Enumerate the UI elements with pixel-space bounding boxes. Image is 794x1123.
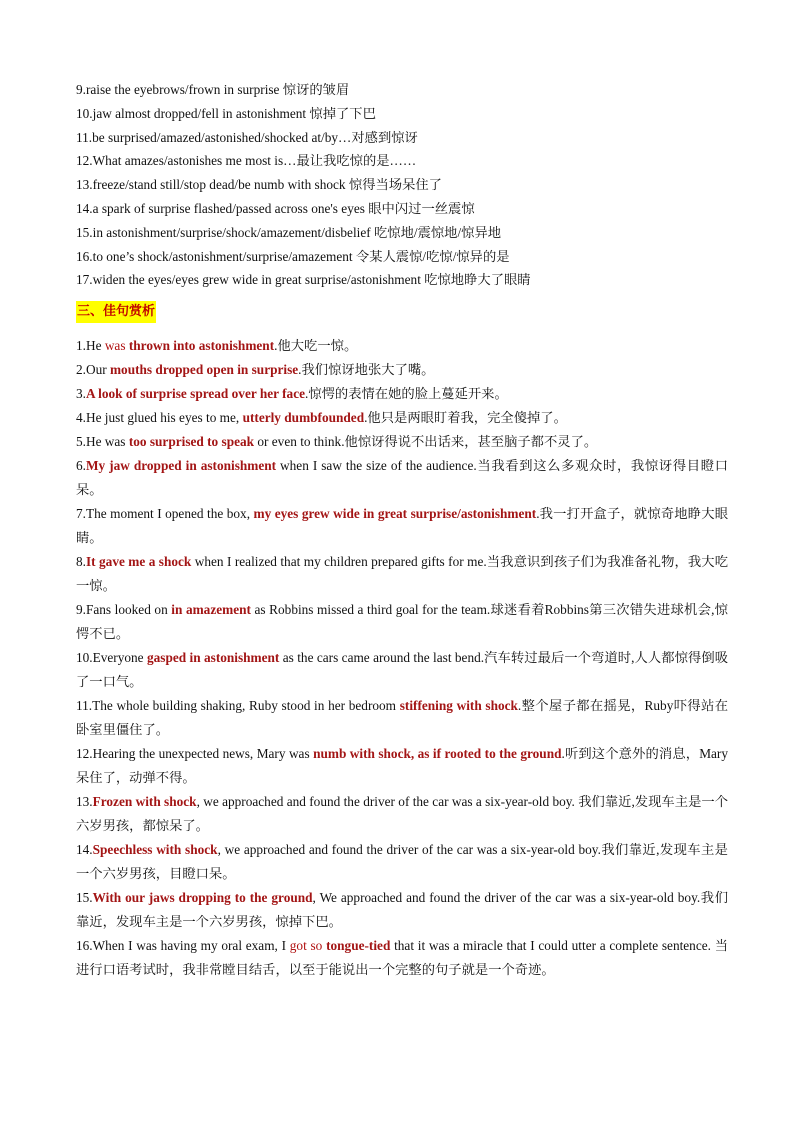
sentence-text: 15. bbox=[76, 890, 93, 906]
highlighted-phrase: It gave me a shock bbox=[85, 554, 192, 570]
phrase-item: 16.to one’s shock/astonishment/surprise/amazement 令某人震惊/吃惊/惊异的是 bbox=[76, 248, 510, 264]
example-sentence bbox=[76, 742, 728, 790]
document-page bbox=[76, 78, 728, 982]
highlighted-phrase: tongue-tied bbox=[326, 938, 391, 954]
sentence-text: 3. bbox=[76, 386, 86, 402]
example-sentence-list bbox=[76, 334, 728, 982]
sentence-text: as the cars came around the last bend.汽车转过最后一个弯道时,人人都惊得倒吸了一口气。 bbox=[76, 650, 729, 690]
sentence-text: or even to think.他惊讶得说不出话来，甚至脑子都不灵了。 bbox=[254, 434, 598, 450]
example-sentence bbox=[76, 406, 728, 430]
phrase-item: 17.widen the eyes/eyes grew wide in great surprise/astonishment 吃惊地睁大了眼睛 bbox=[76, 272, 531, 288]
example-sentence bbox=[76, 382, 728, 406]
example-sentence bbox=[76, 430, 728, 454]
sentence-text: , We approached and found the driver of the car was a six-year-old boy.我们靠近，发现车主是一个六岁男孩，惊掉下巴。 bbox=[76, 890, 728, 930]
highlighted-phrase: gasped in astonishment bbox=[146, 650, 280, 666]
highlighted-phrase: my eyes grew wide in great surprise/astonishment bbox=[253, 506, 537, 522]
sentence-text: .听到这个意外的消息，Mary呆住了，动弹不得。 bbox=[76, 746, 728, 786]
sentence-text: .我们惊讶地张大了嘴。 bbox=[298, 362, 435, 378]
example-sentence bbox=[76, 646, 728, 694]
phrase-item: 15.in astonishment/surprise/shock/amazement/disbelief 吃惊地/震惊地/惊异地 bbox=[76, 224, 502, 240]
sentence-text: 7.The moment I opened the box, bbox=[76, 506, 254, 522]
phrase-item: 14.a spark of surprise flashed/passed across one's eyes 眼中闪过一丝震惊 bbox=[76, 200, 475, 216]
highlighted-phrase: in amazement bbox=[171, 602, 251, 618]
highlighted-phrase: Speechless with shock bbox=[92, 842, 218, 858]
highlighted-phrase: A look of surprise spread over her face bbox=[85, 386, 305, 402]
highlighted-phrase: too surprised to speak bbox=[128, 434, 255, 450]
sentence-text: 8. bbox=[76, 554, 86, 570]
phrase-item: 9.raise the eyebrows/frown in surprise 惊讶的皱眉 bbox=[76, 82, 350, 97]
highlighted-phrase: My jaw dropped in astonishment bbox=[85, 458, 277, 474]
sentence-text: 13. bbox=[76, 794, 93, 810]
highlighted-phrase: Frozen with shock bbox=[92, 794, 197, 810]
sentence-text: , we approached and found the driver of the car was a six-year-old boy.我们靠近,发现车主是一个六岁男孩，目瞪口呆。 bbox=[76, 842, 728, 882]
example-sentence bbox=[76, 454, 728, 502]
sentence-text: .惊愕的表情在她的脸上蔓延开来。 bbox=[305, 386, 508, 402]
red-text: was bbox=[104, 338, 129, 354]
sentence-text: 2.Our bbox=[76, 362, 110, 378]
sentence-text: 12.Hearing the unexpected news, Mary was bbox=[76, 746, 314, 762]
section-heading: 三、佳句赏析 bbox=[76, 301, 156, 323]
sentence-text: , we approached and found the driver of the car was a six-year-old boy. 我们靠近,发现车主是一个六岁男孩，都惊呆了。 bbox=[76, 794, 728, 834]
sentence-text: when I saw the size of the audience.当我看到这么多观众时，我惊讶得目瞪口呆。 bbox=[76, 458, 728, 498]
phrase-item: 12.What amazes/astonishes me most is…最让我吃惊的是…… bbox=[76, 153, 417, 169]
highlighted-phrase: utterly dumbfounded bbox=[242, 410, 365, 426]
example-sentence bbox=[76, 550, 728, 598]
example-sentence bbox=[76, 886, 728, 934]
sentence-text: 16.When I was having my oral exam, I bbox=[76, 938, 290, 954]
highlighted-phrase: stiffening with shock bbox=[399, 698, 518, 714]
phrase-item: 13.freeze/stand still/stop dead/be numb with shock 惊得当场呆住了 bbox=[76, 177, 442, 193]
sentence-text: 14. bbox=[76, 842, 93, 858]
sentence-text: 9.Fans looked on bbox=[76, 602, 172, 618]
phrase-item: 10.jaw almost dropped/fell in astonishment 惊掉了下巴 bbox=[76, 105, 376, 121]
sentence-text: 10.Everyone bbox=[76, 650, 147, 666]
sentence-text: 11.The whole building shaking, Ruby stood in her bedroom bbox=[76, 698, 400, 714]
highlighted-phrase: thrown into astonishment bbox=[128, 338, 275, 354]
sentence-text: .我一打开盒子，就惊奇地睁大眼睛。 bbox=[76, 506, 728, 546]
sentence-text: 1.He bbox=[76, 338, 105, 354]
example-sentence bbox=[76, 838, 728, 886]
sentence-text: 6. bbox=[76, 458, 86, 474]
example-sentence bbox=[76, 934, 728, 982]
highlighted-phrase: mouths dropped open in surprise bbox=[109, 362, 299, 378]
example-sentence bbox=[76, 790, 728, 838]
example-sentence bbox=[76, 358, 728, 382]
phrase-item: 11.be surprised/amazed/astonished/shocked at/by…对感到惊讶 bbox=[76, 129, 418, 145]
sentence-text: .他只是两眼盯着我，完全傻掉了。 bbox=[364, 410, 567, 426]
sentence-text: when I realized that my children prepared gifts for me.当我意识到孩子们为我准备礼物，我大吃一惊。 bbox=[76, 554, 728, 594]
example-sentence bbox=[76, 694, 728, 742]
section-heading-wrap bbox=[76, 301, 728, 325]
sentence-text: 4.He just glued his eyes to me, bbox=[76, 410, 243, 426]
phrase-list bbox=[76, 78, 728, 292]
sentence-text: that it was a miracle that I could utter a complete sentence. 当进行口语考试时，我非常瞠目结舌，以至于能说出一个完整的句子就是一个奇迹。 bbox=[76, 938, 728, 978]
highlighted-phrase: numb with shock, as if rooted to the ground bbox=[313, 746, 562, 762]
red-text: got so bbox=[289, 938, 327, 954]
sentence-text: as Robbins missed a third goal for the team.球迷看着Robbins第三次错失进球机会,惊愕不已。 bbox=[76, 602, 728, 642]
sentence-text: 5.He was bbox=[76, 434, 129, 450]
highlighted-phrase: With our jaws dropping to the ground bbox=[92, 890, 313, 906]
example-sentence bbox=[76, 334, 728, 358]
sentence-text: .他大吃一惊。 bbox=[274, 338, 358, 354]
example-sentence bbox=[76, 598, 728, 646]
example-sentence bbox=[76, 502, 728, 550]
sentence-text: .整个屋子都在摇晃，Ruby吓得站在卧室里僵住了。 bbox=[76, 698, 728, 738]
